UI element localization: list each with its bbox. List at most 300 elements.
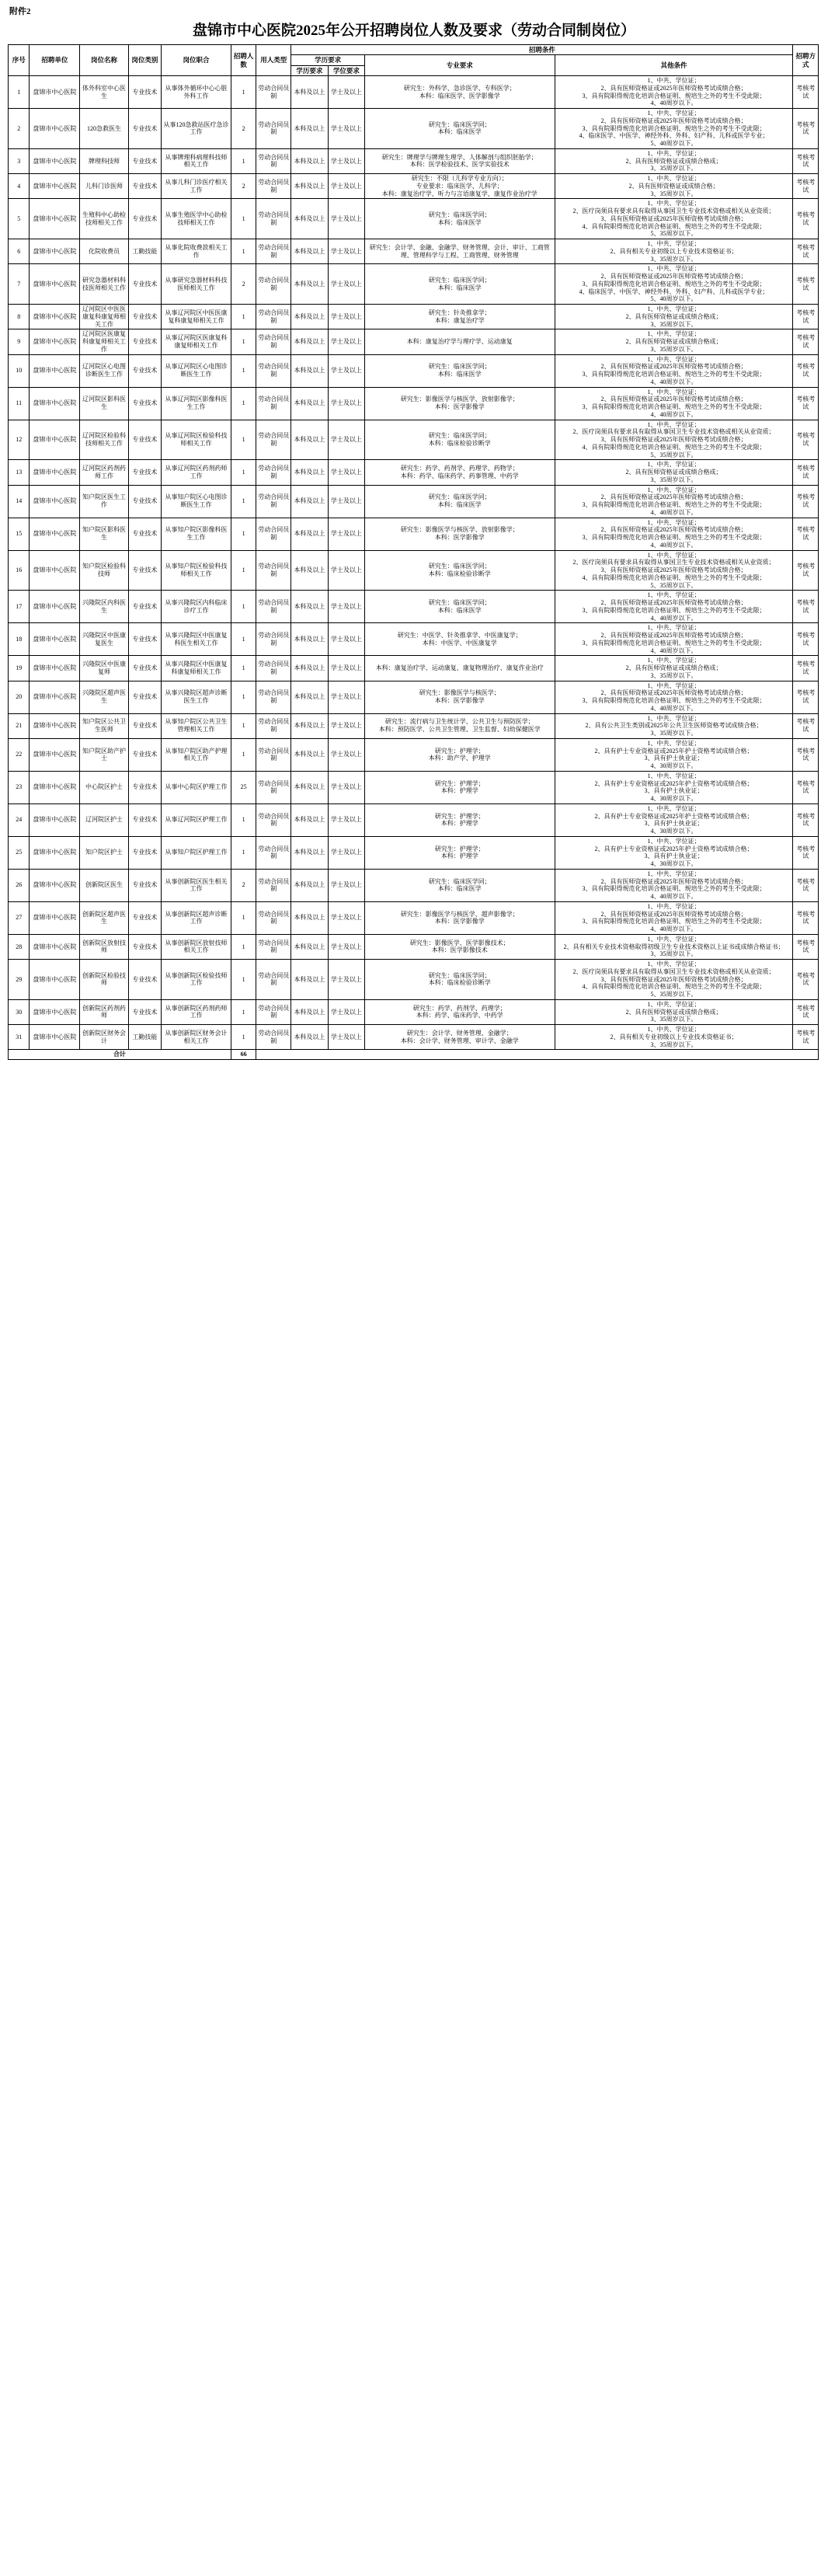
row-unit: 盘锦市中心医院 <box>30 738 80 771</box>
row-duty: 从事兴隆院区内科临床诊疗工作 <box>162 591 231 623</box>
row-degree: 学士及以上 <box>328 869 364 901</box>
row-duty: 从事知户院区影像科医生工作 <box>162 518 231 550</box>
table-row <box>9 329 819 354</box>
row-other: 1、中共、学位证； 2、具有医师资格证或2025年医师资格考试成绩合格； 3、具有院职得规范化培训合格证明、规培生之外的考生不受此限； 4、40周岁以下。 <box>555 901 793 934</box>
row-education: 本科及以上 <box>291 174 328 199</box>
row-employ-type: 劳动合同员制 <box>256 264 291 305</box>
row-post-name: 兴隆院区超声医生 <box>80 681 128 713</box>
row-education: 本科及以上 <box>291 239 328 264</box>
row-count: 1 <box>231 329 256 354</box>
row-way: 考核考试 <box>793 305 819 329</box>
row-count: 1 <box>231 934 256 959</box>
row-post-name: 辽河院区药剂药师工作 <box>80 460 128 485</box>
row-index: 13 <box>9 460 30 485</box>
row-way: 考核考试 <box>793 960 819 1000</box>
row-way: 考核考试 <box>793 738 819 771</box>
table-row <box>9 934 819 959</box>
row-post-type: 专业技术 <box>128 623 161 656</box>
row-duty: 从事研究急器材料科技医师相关工作 <box>162 264 231 305</box>
row-major: 研究生：临床医学同； 本科：临床医学 <box>365 591 555 623</box>
row-post-type: 专业技术 <box>128 460 161 485</box>
row-other: 1、中共、学位证； 2、具有医师资格证或2025年医师资格考试成绩合格； 3、具有院职得规范化培训合格证明、规培生之外的考生不受此限； 4、40周岁以下。 <box>555 387 793 420</box>
table-row <box>9 460 819 485</box>
row-degree: 学士及以上 <box>328 836 364 869</box>
row-employ-type: 劳动合同员制 <box>256 148 291 173</box>
row-count: 2 <box>231 174 256 199</box>
row-unit: 盘锦市中心医院 <box>30 623 80 656</box>
row-post-name: 创新院区超声医生 <box>80 901 128 934</box>
row-unit: 盘锦市中心医院 <box>30 387 80 420</box>
row-other: 1、中共、学位证； 2、具有相关专业初级以上专业技术资格证书； 3、35周岁以下。 <box>555 239 793 264</box>
row-degree: 学士及以上 <box>328 148 364 173</box>
row-major: 研究生：会计学、财务管理、金融学； 本科：会计学、财务管理、审计学、金融学 <box>365 1025 555 1050</box>
row-post-name: 兴隆院区中医康复医生 <box>80 623 128 656</box>
row-duty: 从事知户院区助产护理相关工作 <box>162 738 231 771</box>
row-unit: 盘锦市中心医院 <box>30 305 80 329</box>
row-post-name: 辽河院区医康复科康复师相关工作 <box>80 329 128 354</box>
row-way: 考核考试 <box>793 771 819 803</box>
row-duty: 从事创新院区药剂药师工作 <box>162 999 231 1024</box>
row-index: 11 <box>9 387 30 420</box>
row-duty: 从事生殖医学中心助检技师相关工作 <box>162 199 231 239</box>
row-way: 考核考试 <box>793 518 819 550</box>
th-way: 招聘方式 <box>793 45 819 76</box>
row-degree: 学士及以上 <box>328 264 364 305</box>
row-degree: 学士及以上 <box>328 738 364 771</box>
row-unit: 盘锦市中心医院 <box>30 148 80 173</box>
row-index: 6 <box>9 239 30 264</box>
row-post-name: 体外科室中心医生 <box>80 76 128 109</box>
row-count: 1 <box>231 485 256 518</box>
row-duty: 从事创新院区检验技师工作 <box>162 960 231 1000</box>
row-major: 研究生：临床医学同； 本科：临床检验诊断学 <box>365 420 555 460</box>
row-major: 本科：康复治疗学与理疗学、运动康复 <box>365 329 555 354</box>
row-education: 本科及以上 <box>291 869 328 901</box>
row-duty: 从事辽河院区中医医康复科康复师相关工作 <box>162 305 231 329</box>
row-employ-type: 劳动合同员制 <box>256 934 291 959</box>
row-index: 9 <box>9 329 30 354</box>
row-way: 考核考试 <box>793 148 819 173</box>
row-employ-type: 劳动合同员制 <box>256 771 291 803</box>
th-count: 招聘人数 <box>231 45 256 76</box>
row-employ-type: 劳动合同员制 <box>256 199 291 239</box>
total-blank <box>256 1050 819 1060</box>
row-way: 考核考试 <box>793 591 819 623</box>
row-education: 本科及以上 <box>291 803 328 836</box>
row-education: 本科及以上 <box>291 836 328 869</box>
row-count: 1 <box>231 148 256 173</box>
row-duty: 从事中心院区护理工作 <box>162 771 231 803</box>
row-employ-type: 劳动合同员制 <box>256 681 291 713</box>
row-unit: 盘锦市中心医院 <box>30 803 80 836</box>
row-way: 考核考试 <box>793 460 819 485</box>
row-major: 研究生：药学、药剂学、药理学、药物学； 本科：药学、临床药学、药事管理、中药学 <box>365 460 555 485</box>
row-count: 2 <box>231 109 256 149</box>
row-employ-type: 劳动合同员制 <box>256 460 291 485</box>
row-count: 1 <box>231 713 256 738</box>
row-major: 研究生：会计学、金融、金融学、财务管理、会计、审计、工商管理、管理科学与工程、工商管理、财务管理 <box>365 239 555 264</box>
row-post-type: 专业技术 <box>128 550 161 591</box>
table-row <box>9 999 819 1024</box>
row-major: 研究生：影像医学与核医学、放射影像学； 本科：医学影像学 <box>365 518 555 550</box>
row-degree: 学士及以上 <box>328 109 364 149</box>
row-other: 1、中共、学位证； 2、具有医师资格证或成绩合格成； 3、35周岁以下。 <box>555 460 793 485</box>
row-education: 本科及以上 <box>291 76 328 109</box>
row-post-type: 专业技术 <box>128 591 161 623</box>
row-employ-type: 劳动合同员制 <box>256 803 291 836</box>
row-way: 考核考试 <box>793 836 819 869</box>
row-other: 1、中共、学位证； 2、具有医师资格证或2025年医师资格考试成绩合格； 3、具有院职得规范化培训合格证明、规培生之外的考生不受此限； 4、40周岁以下。 <box>555 623 793 656</box>
th-degree: 学位要求 <box>328 65 364 75</box>
row-education: 本科及以上 <box>291 591 328 623</box>
table-row <box>9 869 819 901</box>
th-other: 其他条件 <box>555 55 793 76</box>
table-row <box>9 738 819 771</box>
row-count: 1 <box>231 803 256 836</box>
table-row <box>9 518 819 550</box>
table-row <box>9 960 819 1000</box>
row-post-name: 创新院区放射技师 <box>80 934 128 959</box>
row-major: 研究生：临床医学同； 本科：临床医学 <box>365 199 555 239</box>
row-other: 1、中共、学位证； 2、具有相关专业技术资格取得初级卫生专业技术资格以上证书或成绩合格证书； 3、35周岁以下。 <box>555 934 793 959</box>
row-employ-type: 劳动合同员制 <box>256 960 291 1000</box>
row-major: 研究生：临床医学同； 本科：临床医学 <box>365 354 555 387</box>
table-row <box>9 174 819 199</box>
row-post-name: 辽河院区中医医康复科康复师相关工作 <box>80 305 128 329</box>
row-post-type: 专业技术 <box>128 681 161 713</box>
table-body <box>9 76 819 1060</box>
row-employ-type: 劳动合同员制 <box>256 354 291 387</box>
row-employ-type: 劳动合同员制 <box>256 713 291 738</box>
document-page <box>0 0 828 1068</box>
row-duty: 从事创新院区财务会计相关工作 <box>162 1025 231 1050</box>
th-major: 专业要求 <box>365 55 555 76</box>
row-education: 本科及以上 <box>291 901 328 934</box>
row-employ-type: 劳动合同员制 <box>256 387 291 420</box>
row-post-name: 知户院区助产护士 <box>80 738 128 771</box>
row-way: 考核考试 <box>793 803 819 836</box>
row-unit: 盘锦市中心医院 <box>30 960 80 1000</box>
row-degree: 学士及以上 <box>328 420 364 460</box>
row-employ-type: 劳动合同员制 <box>256 901 291 934</box>
row-way: 考核考试 <box>793 656 819 681</box>
row-employ-type: 劳动合同员制 <box>256 420 291 460</box>
row-employ-type: 劳动合同员制 <box>256 1025 291 1050</box>
row-education: 本科及以上 <box>291 934 328 959</box>
row-degree: 学士及以上 <box>328 485 364 518</box>
th-education-group: 学历要求 <box>291 55 365 65</box>
row-post-name: 120急救医生 <box>80 109 128 149</box>
row-post-type: 专业技术 <box>128 836 161 869</box>
row-education: 本科及以上 <box>291 460 328 485</box>
row-way: 考核考试 <box>793 1025 819 1050</box>
row-major: 研究生：影像医学与核医学、放射影像学； 本科：医学影像学 <box>365 387 555 420</box>
row-post-type: 专业技术 <box>128 305 161 329</box>
row-post-type: 专业技术 <box>128 656 161 681</box>
row-degree: 学士及以上 <box>328 656 364 681</box>
row-count: 1 <box>231 681 256 713</box>
row-count: 1 <box>231 305 256 329</box>
row-way: 考核考试 <box>793 869 819 901</box>
row-index: 21 <box>9 713 30 738</box>
table-row <box>9 354 819 387</box>
row-unit: 盘锦市中心医院 <box>30 713 80 738</box>
th-employ-type: 用人类型 <box>256 45 291 76</box>
row-way: 考核考试 <box>793 623 819 656</box>
row-employ-type: 劳动合同员制 <box>256 836 291 869</box>
row-unit: 盘锦市中心医院 <box>30 999 80 1024</box>
row-post-name: 研究急器材料科技医师相关工作 <box>80 264 128 305</box>
row-duty: 从事辽河院区药剂药师工作 <box>162 460 231 485</box>
row-major: 研究生：不限（儿科学专业方向）； 专业要求：临床医学、儿科学； 本科：康复治疗学、听力与言语康复学、康复作业治疗学 <box>365 174 555 199</box>
row-unit: 盘锦市中心医院 <box>30 591 80 623</box>
row-duty: 从事化院收费款相关工作 <box>162 239 231 264</box>
row-index: 12 <box>9 420 30 460</box>
row-employ-type: 劳动合同员制 <box>256 656 291 681</box>
row-degree: 学士及以上 <box>328 174 364 199</box>
row-education: 本科及以上 <box>291 656 328 681</box>
row-index: 10 <box>9 354 30 387</box>
row-major: 研究生：临床医学同； 本科：临床医学 <box>365 264 555 305</box>
row-index: 17 <box>9 591 30 623</box>
row-count: 1 <box>231 960 256 1000</box>
row-index: 24 <box>9 803 30 836</box>
row-major: 本科：康复治疗学、运动康复、康复物理治疗、康复作业治疗 <box>365 656 555 681</box>
row-index: 4 <box>9 174 30 199</box>
row-count: 2 <box>231 264 256 305</box>
row-employ-type: 劳动合同员制 <box>256 591 291 623</box>
row-count: 1 <box>231 550 256 591</box>
row-major: 研究生：临床医学同； 本科：临床医学 <box>365 109 555 149</box>
row-way: 考核考试 <box>793 901 819 934</box>
table-row <box>9 199 819 239</box>
row-post-name: 生殖科中心助检技师相关工作 <box>80 199 128 239</box>
row-way: 考核考试 <box>793 239 819 264</box>
row-unit: 盘锦市中心医院 <box>30 836 80 869</box>
row-employ-type: 劳动合同员制 <box>256 305 291 329</box>
row-employ-type: 劳动合同员制 <box>256 550 291 591</box>
row-education: 本科及以上 <box>291 485 328 518</box>
table-row <box>9 550 819 591</box>
row-education: 本科及以上 <box>291 264 328 305</box>
row-post-type: 专业技术 <box>128 485 161 518</box>
row-degree: 学士及以上 <box>328 550 364 591</box>
row-education: 本科及以上 <box>291 999 328 1024</box>
row-post-name: 创新院区检验技师 <box>80 960 128 1000</box>
table-row <box>9 901 819 934</box>
row-unit: 盘锦市中心医院 <box>30 354 80 387</box>
row-post-type: 专业技术 <box>128 771 161 803</box>
row-education: 本科及以上 <box>291 420 328 460</box>
th-unit: 招聘单位 <box>30 45 80 76</box>
row-major: 研究生：流行病与卫生统计学、公共卫生与预防医学； 本科：预防医学、公共卫生管理、卫生监督、妇幼保健医学 <box>365 713 555 738</box>
row-degree: 学士及以上 <box>328 999 364 1024</box>
row-index: 5 <box>9 199 30 239</box>
row-duty: 从事兴隆院区中医康复科康复师相关工作 <box>162 656 231 681</box>
row-other: 1、中共、学位证； 2、具有医师资格证或成绩合格成； 3、35周岁以下。 <box>555 656 793 681</box>
row-education: 本科及以上 <box>291 681 328 713</box>
row-way: 考核考试 <box>793 485 819 518</box>
row-duty: 从事辽河院区心电图诊断医生工作 <box>162 354 231 387</box>
row-major: 研究生：影像医学、医学影像技术； 本科：医学影像技术 <box>365 934 555 959</box>
row-post-type: 专业技术 <box>128 109 161 149</box>
row-degree: 学士及以上 <box>328 713 364 738</box>
row-unit: 盘锦市中心医院 <box>30 518 80 550</box>
row-post-type: 专业技术 <box>128 999 161 1024</box>
row-other: 1、中共、学位证； 2、具有医师资格证或2025年医师资格考试成绩合格； 3、具有院职得规范化培训合格证明、规培生之外的考生不受此限； 4、40周岁以下。 <box>555 681 793 713</box>
row-count: 1 <box>231 460 256 485</box>
row-major: 研究生：影像医学与核医学； 本科：医学影像学 <box>365 681 555 713</box>
row-post-type: 专业技术 <box>128 901 161 934</box>
row-unit: 盘锦市中心医院 <box>30 76 80 109</box>
table-row <box>9 836 819 869</box>
row-index: 15 <box>9 518 30 550</box>
row-post-type: 专业技术 <box>128 76 161 109</box>
row-unit: 盘锦市中心医院 <box>30 264 80 305</box>
table-row <box>9 656 819 681</box>
row-count: 1 <box>231 387 256 420</box>
page-title: 盘锦市中心医院2025年公开招聘岗位人数及要求（劳动合同制岗位） <box>192 23 635 39</box>
row-post-name: 知户院区公共卫生医师 <box>80 713 128 738</box>
row-way: 考核考试 <box>793 550 819 591</box>
row-degree: 学士及以上 <box>328 803 364 836</box>
row-other: 1、中共、学位证； 2、具有医师资格证或2025年医师资格考试成绩合格； 3、具有院职得规范化培训合格证明、规培生之外的考生不受此限； 4、40周岁以下。 <box>555 518 793 550</box>
table-row <box>9 239 819 264</box>
row-major: 研究生：针灸推拿学； 本科：康复治疗学 <box>365 305 555 329</box>
row-count: 1 <box>231 518 256 550</box>
row-count: 1 <box>231 1025 256 1050</box>
row-degree: 学士及以上 <box>328 518 364 550</box>
row-duty: 从事120急救站医疗急诊工作 <box>162 109 231 149</box>
row-duty: 从事牌理科病理科技师相关工作 <box>162 148 231 173</box>
row-post-name: 创新院区财务会计 <box>80 1025 128 1050</box>
row-other: 1、中共、学位证； 2、具有医师资格证或2025年医师资格考试成绩合格； 3、具有院职得规范化培训合格证明、规培生之外的考生不受此限； 4、40周岁以下。 <box>555 354 793 387</box>
row-post-type: 工勤技能 <box>128 1025 161 1050</box>
row-index: 29 <box>9 960 30 1000</box>
row-education: 本科及以上 <box>291 623 328 656</box>
table-row <box>9 76 819 109</box>
row-post-type: 工勤技能 <box>128 239 161 264</box>
row-other: 1、中共、学位证； 2、具有相关专业初级以上专业技术资格证书； 3、35周岁以下。 <box>555 1025 793 1050</box>
row-duty: 从事辽河院区影像科医生工作 <box>162 387 231 420</box>
row-degree: 学士及以上 <box>328 934 364 959</box>
table-row <box>9 771 819 803</box>
row-post-type: 专业技术 <box>128 869 161 901</box>
row-post-type: 专业技术 <box>128 738 161 771</box>
row-education: 本科及以上 <box>291 354 328 387</box>
row-degree: 学士及以上 <box>328 239 364 264</box>
th-index: 序号 <box>9 45 30 76</box>
row-count: 2 <box>231 869 256 901</box>
table-row <box>9 305 819 329</box>
row-major: 研究生：影像医学与核医学、超声影像学； 本科：医学影像学 <box>365 901 555 934</box>
row-duty: 从事体外循环中心心脏外科工作 <box>162 76 231 109</box>
row-post-name: 知户院区影科医生 <box>80 518 128 550</box>
row-count: 1 <box>231 901 256 934</box>
row-index: 7 <box>9 264 30 305</box>
row-way: 考核考试 <box>793 713 819 738</box>
row-other: 1、中共、学位证； 2、具有医师资格证或2025年医师资格考试成绩合格； 3、具有院职得规范化培训合格证明、规培生之外的考生不受此限； 4、临床医学、中医学、神经外科、外科、妇产科、儿科或医学专业； 5、40周岁以下。 <box>555 264 793 305</box>
table-row <box>9 387 819 420</box>
row-other: 1、中共、学位证； 2、具有护士专业资格证或2025年护士资格考试成绩合格； 3、具有护士执业证； 4、30周岁以下。 <box>555 771 793 803</box>
row-major: 研究生：药学、药剂学、药理学； 本科：药学、临床药学、中药学 <box>365 999 555 1024</box>
row-major: 研究生：外科学、急诊医学、专科医学； 本科：临床医学、医学影像学 <box>365 76 555 109</box>
row-degree: 学士及以上 <box>328 76 364 109</box>
row-post-type: 专业技术 <box>128 518 161 550</box>
row-duty: 从事辽河院区医康复科康复师相关工作 <box>162 329 231 354</box>
th-post-type: 岗位类别 <box>128 45 161 76</box>
row-education: 本科及以上 <box>291 148 328 173</box>
row-count: 1 <box>231 591 256 623</box>
row-post-type: 专业技术 <box>128 329 161 354</box>
row-employ-type: 劳动合同员制 <box>256 329 291 354</box>
row-major: 研究生：临床医学同； 本科：临床医学 <box>365 485 555 518</box>
table-row <box>9 591 819 623</box>
row-count: 25 <box>231 771 256 803</box>
row-other: 1、中共、学位证； 2、具有医师资格证或2025年医师资格考试成绩合格； 3、具有院职得规范化培训合格证明、规培生之外的考生不受此限； 4、临床医学、中医学、神经外科、外科、妇产科、儿科或医学专业； 5、40周岁以下。 <box>555 109 793 149</box>
row-index: 18 <box>9 623 30 656</box>
table-row <box>9 485 819 518</box>
row-education: 本科及以上 <box>291 518 328 550</box>
row-duty: 从事创新院区超声诊断工作 <box>162 901 231 934</box>
row-other: 1、中共、学位证； 2、具有护士专业资格证或2025年护士资格考试成绩合格； 3、具有护士执业证； 4、30周岁以下。 <box>555 738 793 771</box>
row-index: 25 <box>9 836 30 869</box>
row-education: 本科及以上 <box>291 387 328 420</box>
row-post-name: 知户院区医生工作 <box>80 485 128 518</box>
row-employ-type: 劳动合同员制 <box>256 239 291 264</box>
th-education: 学历要求 <box>291 65 328 75</box>
table-total-row <box>9 1050 819 1060</box>
row-other: 1、中共、学位证； 2、具有医师资格证或成绩合格成； 3、35周岁以下。 <box>555 305 793 329</box>
row-way: 考核考试 <box>793 420 819 460</box>
row-post-type: 专业技术 <box>128 174 161 199</box>
row-count: 1 <box>231 836 256 869</box>
row-way: 考核考试 <box>793 934 819 959</box>
row-other: 1、中共、学位证； 2、具有医师资格证或2025年医师资格考试成绩合格； 3、具有院职得规范化培训合格证明、规培生之外的考生不受此限； 4、40周岁以下。 <box>555 869 793 901</box>
row-post-name: 辽河院区心电图诊断医生工作 <box>80 354 128 387</box>
th-conditions-group: 招聘条件 <box>291 45 793 55</box>
row-other: 1、中共、学位证； 2、具有医师资格证或成绩合格； 3、35周岁以下。 <box>555 174 793 199</box>
row-employ-type: 劳动合同员制 <box>256 109 291 149</box>
row-post-type: 专业技术 <box>128 960 161 1000</box>
row-count: 1 <box>231 623 256 656</box>
row-degree: 学士及以上 <box>328 1025 364 1050</box>
row-other: 1、中共、学位证； 2、医疗岗须具有要求具有取得从事国卫生专业技术资格或相关从业资质； 3、具有医师资格证或2025年医师资格考试成绩合格； 4、具有院职得规范化培训合格证明、规培生之外的考生不受此限； 5、35周岁以下。 <box>555 550 793 591</box>
recruitment-table <box>8 44 819 1060</box>
row-post-type: 专业技术 <box>128 148 161 173</box>
row-way: 考核考试 <box>793 199 819 239</box>
row-unit: 盘锦市中心医院 <box>30 239 80 264</box>
row-index: 28 <box>9 934 30 959</box>
row-degree: 学士及以上 <box>328 681 364 713</box>
row-way: 考核考试 <box>793 681 819 713</box>
row-duty: 从事兴隆院区超声诊断医生工作 <box>162 681 231 713</box>
th-post-name: 岗位名称 <box>80 45 128 76</box>
row-duty: 从事辽河院区检验科技师相关工作 <box>162 420 231 460</box>
row-unit: 盘锦市中心医院 <box>30 656 80 681</box>
row-duty: 从事儿科门诊医疗相关工作 <box>162 174 231 199</box>
table-row <box>9 681 819 713</box>
row-unit: 盘锦市中心医院 <box>30 485 80 518</box>
row-way: 考核考试 <box>793 354 819 387</box>
row-education: 本科及以上 <box>291 713 328 738</box>
row-duty: 从事辽河院区护理工作 <box>162 803 231 836</box>
row-employ-type: 劳动合同员制 <box>256 485 291 518</box>
row-major: 研究生：护理学； 本科：护理学 <box>365 771 555 803</box>
row-way: 考核考试 <box>793 387 819 420</box>
row-post-type: 专业技术 <box>128 354 161 387</box>
row-other: 1、中共、学位证； 2、具有医师资格证或2025年医师资格考试成绩合格； 3、具有院职得规范化培训合格证明、规培生之外的考生不受此限； 4、40周岁以下。 <box>555 591 793 623</box>
